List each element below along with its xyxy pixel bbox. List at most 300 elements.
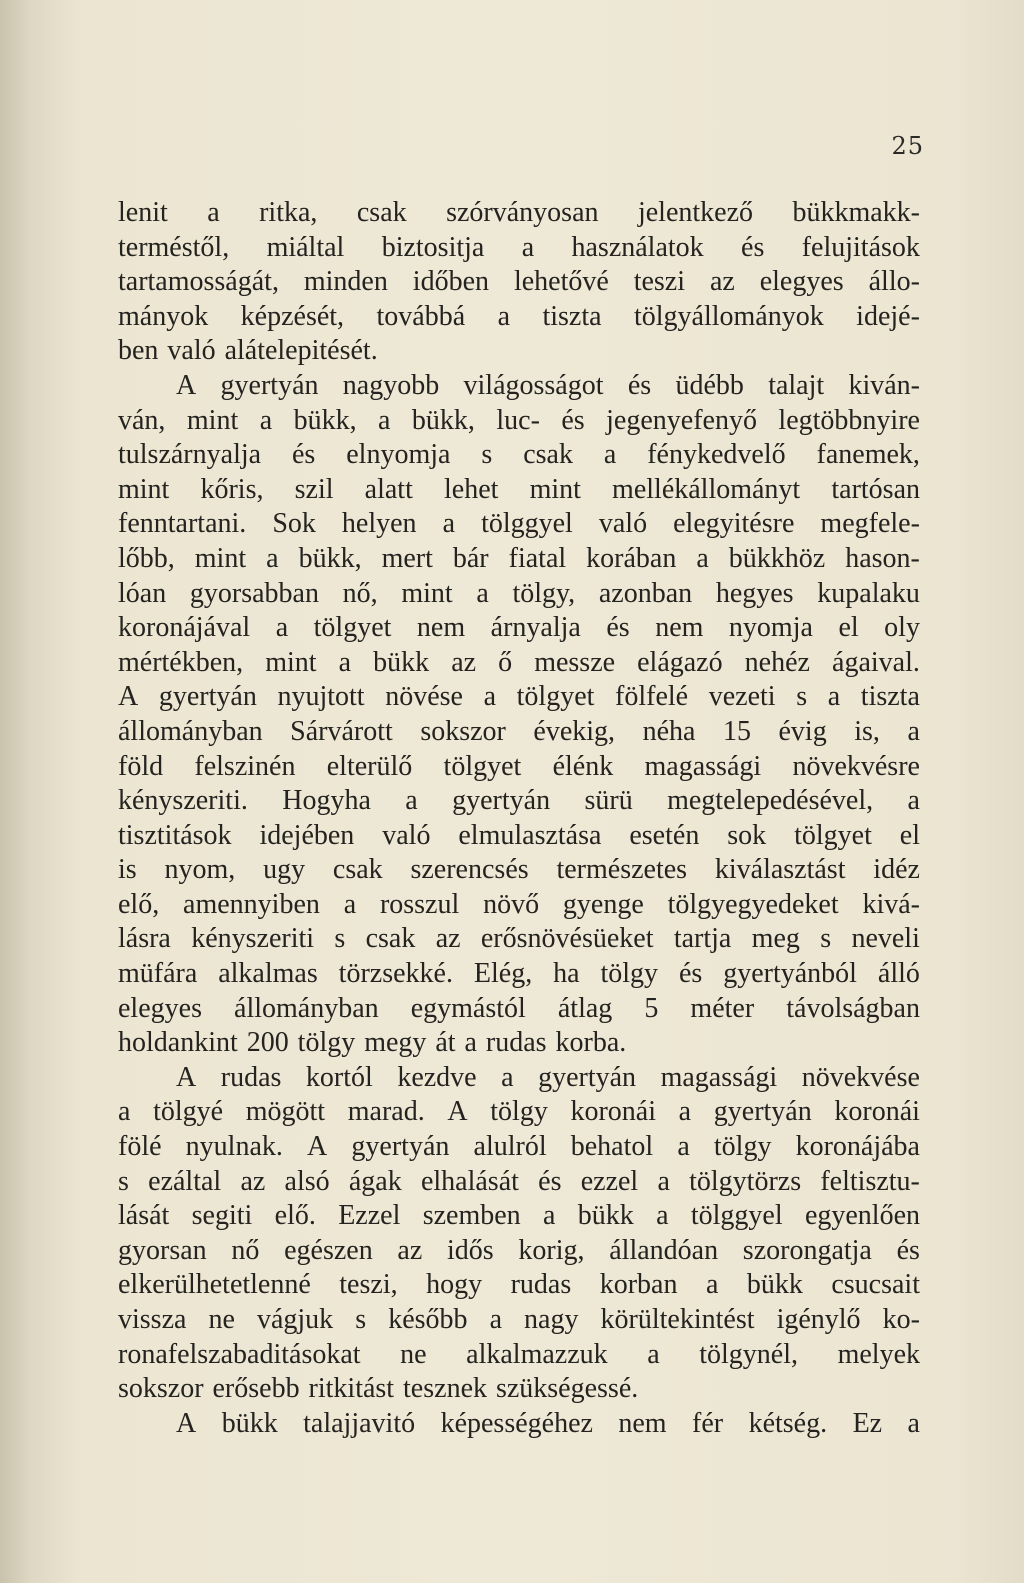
word: tulszárnyalja (118, 439, 262, 471)
word: gyertyánból (723, 958, 857, 990)
word: nyom, (164, 854, 236, 886)
word: korában (586, 542, 677, 574)
word: szerencsés (410, 854, 529, 886)
text-line (118, 922, 920, 957)
word: a (542, 1200, 556, 1232)
word: természetes (556, 854, 688, 886)
word: felszinén (194, 750, 296, 782)
word: továbbá (376, 300, 466, 332)
word: nem (618, 1407, 667, 1439)
word: hogy (426, 1269, 483, 1301)
word: minden (303, 266, 388, 298)
word: tölgyállományok (633, 300, 824, 332)
word: bükk (221, 1407, 278, 1439)
word: tölgy (297, 1027, 356, 1059)
word: ronafelszabaditásokat (118, 1338, 361, 1370)
word: legtöbbnyire (778, 404, 920, 436)
word: bükk (746, 1269, 803, 1301)
word: ágaival. (832, 646, 920, 678)
word: a (405, 785, 418, 817)
word: nyulnak. (185, 1131, 283, 1163)
word: lóan (118, 577, 167, 609)
word: neveli (851, 923, 920, 955)
word: luc- (496, 404, 540, 436)
word: csucsait (831, 1269, 920, 1301)
word: korig, (518, 1234, 585, 1266)
word: koronái (570, 1096, 657, 1128)
word: mögött (245, 1096, 326, 1128)
word: koronái (834, 1096, 920, 1128)
word: tölggyel (690, 1200, 783, 1232)
word: tartósan (831, 473, 920, 505)
word: nem (655, 612, 704, 644)
word: lehet (444, 473, 499, 505)
word: bükk, (411, 404, 475, 436)
word: is, (854, 715, 880, 747)
word: a (656, 1200, 669, 1232)
text-line (118, 1130, 920, 1165)
text-line (118, 300, 920, 335)
word: erősebb (212, 1373, 300, 1405)
word: talajt (768, 369, 825, 401)
text-line (118, 680, 920, 715)
word: tölgyé (153, 1096, 224, 1128)
word: elegyes (118, 992, 202, 1024)
word: csak (365, 923, 416, 955)
word: elkerülhetetlenné (118, 1269, 311, 1301)
word: a (476, 577, 489, 609)
word: bükk, (293, 404, 357, 436)
text-line (118, 611, 920, 646)
word: évekig, (533, 715, 616, 747)
text-line (118, 438, 920, 473)
word: tölgyet (313, 612, 392, 644)
word: elnyomja (346, 439, 451, 471)
word: átlag (557, 992, 613, 1024)
text-line (118, 542, 920, 577)
word: gyorsan (118, 1234, 207, 1266)
word: fanemek, (816, 439, 920, 471)
word: magassági (644, 750, 762, 782)
page-number: 25 (891, 132, 924, 160)
word: jelentkező (637, 197, 754, 228)
word: a (521, 231, 535, 263)
word: s (820, 923, 832, 955)
word: idejében (259, 819, 355, 851)
word: alsó (284, 1165, 330, 1197)
word: miáltal (266, 231, 345, 263)
word: azonban (598, 577, 693, 609)
word: mint (118, 473, 170, 505)
word: törzsekké. (338, 958, 453, 990)
text-line (118, 369, 920, 404)
word: egészen (284, 1234, 373, 1266)
word: koronájával (118, 612, 251, 644)
word: a (118, 1096, 131, 1128)
word: ritkitást (308, 1373, 395, 1405)
word: mint (194, 542, 247, 574)
word: nem (416, 612, 466, 644)
word: el (838, 612, 859, 644)
word: gyertyán (713, 1096, 812, 1128)
word: lásra (118, 923, 171, 955)
word: mint (265, 646, 317, 678)
word: egyenlően (804, 1200, 920, 1232)
word: idejé- (856, 300, 920, 332)
word: müfára (118, 958, 198, 990)
word: tölgyet (443, 750, 522, 782)
word: és (627, 369, 652, 401)
word: szükségessé. (495, 1373, 639, 1405)
text-line (118, 196, 920, 231)
word: ezáltal (148, 1165, 222, 1197)
word: kupalaku (817, 577, 920, 609)
word: biztositja (381, 231, 485, 263)
word: s (118, 1165, 129, 1197)
word: korban (599, 1269, 678, 1301)
word: állo- (868, 266, 920, 298)
word: ne (400, 1338, 427, 1370)
word: fiatal (508, 542, 567, 574)
word: korba. (555, 1027, 627, 1059)
word: sokszor (420, 715, 506, 747)
text-line (118, 265, 920, 300)
word: kőris, (200, 473, 264, 505)
word: gyertyán (351, 1131, 450, 1163)
word: megy (364, 1027, 427, 1059)
word: mellékállományt (612, 473, 801, 505)
word: idéz (873, 854, 920, 886)
word: tölgyet (516, 681, 595, 713)
text-line (118, 957, 920, 992)
word: nyomja (728, 612, 813, 644)
word: a (275, 612, 289, 644)
text-line (118, 853, 920, 888)
text-line (118, 992, 920, 1027)
word: el (899, 819, 920, 851)
word: évig (778, 715, 827, 747)
word: koronájába (795, 1131, 920, 1163)
word: hegyes (715, 577, 794, 609)
word: az (709, 266, 735, 298)
word: vissza (118, 1304, 187, 1335)
word: való (382, 819, 431, 851)
text-line (118, 750, 920, 785)
word: erősnövésüeket (480, 923, 654, 955)
word: lását (118, 1200, 170, 1232)
word: álló (877, 958, 920, 990)
word: A (307, 1131, 328, 1163)
word: a (266, 542, 279, 574)
word: szemben (422, 1200, 521, 1232)
word: fér (692, 1407, 724, 1439)
word: tölgy (713, 1131, 772, 1163)
word: nehéz (744, 646, 810, 678)
word: a (378, 404, 391, 436)
word: bükk (577, 1200, 634, 1232)
word: használatok (571, 231, 704, 263)
word: bükk (373, 646, 430, 678)
word: való (598, 508, 648, 540)
word: fölé (118, 1131, 162, 1163)
word: az (435, 923, 461, 955)
word: nyujtott (277, 681, 365, 713)
word: s (796, 681, 808, 713)
word: teszi, (339, 1269, 398, 1301)
word: és (561, 404, 585, 436)
word: nő (231, 1234, 260, 1266)
word: alulról (473, 1131, 547, 1163)
word: oly (884, 612, 920, 644)
word: Hogyha (282, 785, 371, 817)
word: tölgy, (512, 577, 576, 609)
word: A (176, 1407, 197, 1439)
word: távolságban (786, 992, 920, 1024)
word: lehetővé (513, 266, 609, 298)
text-line (118, 888, 920, 923)
word: kezdve (397, 1061, 477, 1093)
word: igénylő (776, 1304, 861, 1335)
word: elő. (274, 1200, 316, 1232)
word: kiván- (848, 369, 920, 401)
word: állományban (118, 715, 263, 747)
word: mint (401, 577, 453, 609)
word: megfele- (820, 508, 920, 540)
word: nagyobb (342, 369, 440, 401)
word: Ezzel (338, 1200, 401, 1232)
word: szorongatja (742, 1234, 872, 1266)
word: ágak (348, 1165, 402, 1197)
word: a (343, 888, 357, 920)
word: kényszeriti (191, 923, 315, 955)
word: sürü (584, 785, 633, 817)
word: való (167, 335, 216, 367)
word: lőbb, (118, 542, 175, 574)
text-line (118, 1234, 920, 1269)
word: növése (385, 681, 463, 713)
word: tölgyegyedeket (667, 888, 839, 920)
word: a (907, 715, 920, 747)
word: ne (208, 1304, 235, 1335)
word: ugy (263, 854, 306, 886)
word: és (606, 612, 630, 644)
word: bár (452, 542, 489, 574)
word: marad. (347, 1096, 425, 1128)
word: s (481, 439, 493, 471)
word: sok (727, 819, 767, 851)
word: mányok (118, 300, 209, 332)
word: 5 (644, 992, 659, 1024)
text-line (118, 1303, 920, 1338)
word: időben (412, 266, 490, 298)
word: néha (642, 715, 696, 747)
word: szórványosan (446, 197, 599, 228)
word: tiszta (860, 681, 920, 713)
word: A (176, 1061, 197, 1093)
word: A (447, 1096, 468, 1128)
text-line (118, 404, 920, 439)
word: s (355, 1304, 367, 1335)
word: alatt (364, 473, 413, 505)
word: nő, (342, 577, 378, 609)
word: a (678, 1096, 692, 1128)
text-line (118, 473, 920, 508)
word: gyertyán (538, 1061, 637, 1093)
word: fénykedvelő (647, 439, 786, 471)
word: később (388, 1304, 468, 1335)
text-line (118, 1338, 920, 1373)
word: kiválasztást (714, 854, 846, 886)
word: állandóan (609, 1234, 719, 1266)
word: tölgy (490, 1096, 548, 1128)
word: elterülő (326, 750, 413, 782)
text-line (118, 1268, 920, 1303)
word: elmulasztása (458, 819, 602, 851)
word: rosszul (379, 888, 460, 920)
word: gyertyán (220, 369, 319, 401)
word: és (291, 439, 316, 471)
word: alkalmazzuk (466, 1338, 608, 1370)
word: a (677, 1131, 690, 1163)
word: lenit (118, 197, 168, 228)
text-line (118, 231, 920, 266)
body-text (118, 196, 920, 1441)
text-line (118, 1199, 920, 1234)
word: a (442, 508, 456, 540)
word: gyertyán (158, 681, 257, 713)
word: ő (498, 646, 513, 678)
word: gyorsabban (189, 577, 319, 609)
word: segiti (191, 1200, 253, 1232)
word: tölgynél, (699, 1338, 798, 1370)
word: felujitások (801, 231, 920, 263)
word: üdébb (675, 369, 744, 401)
word: behatol (570, 1131, 654, 1163)
word: a (483, 681, 497, 713)
word: és (678, 958, 703, 990)
word: alátelepitését. (224, 335, 378, 367)
word: a (207, 197, 220, 228)
word: tölgy (600, 958, 659, 990)
word: képzését, (240, 300, 345, 332)
word: csak (523, 439, 573, 471)
word: kényszeriti. (118, 785, 248, 817)
word: esetén (629, 819, 700, 851)
word: csak (356, 197, 407, 228)
word: a (464, 1027, 477, 1059)
word: Elég, (473, 958, 533, 990)
word: gyenge (562, 888, 644, 920)
text-line (118, 1095, 920, 1130)
text-line (118, 1061, 920, 1096)
word: mint (529, 473, 581, 505)
word: tartamosságát, (118, 266, 279, 298)
word: gyertyán (452, 785, 551, 817)
word: rudas (220, 1061, 282, 1093)
text-line (118, 646, 920, 681)
word: mértékben, (118, 646, 244, 678)
word: elő, (118, 888, 160, 920)
word: a (259, 404, 273, 436)
word: a (501, 1061, 514, 1093)
word: tölgytörzs (689, 1165, 802, 1197)
word: mert (381, 542, 433, 574)
word: a (907, 785, 920, 817)
word: tesznek (403, 1373, 487, 1405)
word: a (489, 1304, 502, 1335)
text-line (118, 334, 920, 369)
word: magassági (660, 1061, 778, 1093)
word: állományban (234, 992, 379, 1024)
word: meg (751, 923, 800, 955)
word: méter (690, 992, 755, 1024)
word: át (435, 1027, 456, 1059)
word: tartja (673, 923, 732, 955)
word: jegenyefenyő (606, 404, 757, 436)
word: ha (553, 958, 580, 990)
word: körültekintést (600, 1304, 755, 1335)
word: növekvésre (792, 750, 920, 782)
word: ben (118, 335, 159, 367)
word: a (907, 1407, 920, 1439)
word: ezzel (580, 1165, 639, 1197)
word: ko- (882, 1304, 920, 1335)
text-line (118, 715, 920, 750)
word: növekvése (801, 1061, 920, 1093)
text-line (118, 1026, 920, 1061)
word: mint (186, 404, 239, 436)
word: az (240, 1165, 266, 1197)
word: vágjuk (256, 1304, 334, 1335)
word: A (176, 369, 197, 401)
word: vezeti (708, 681, 776, 713)
word: s (334, 923, 346, 955)
word: fenntartani. (118, 508, 247, 540)
text-line (118, 1372, 920, 1407)
word: tölgyet (794, 819, 872, 851)
word: hason- (845, 542, 920, 574)
word: élénk (552, 750, 614, 782)
word: melyek (837, 1338, 920, 1370)
word: és (896, 1234, 920, 1266)
word: Sárvárott (290, 715, 393, 747)
word: képességéhez (440, 1407, 593, 1439)
word: tölggyel (481, 508, 573, 540)
word: amennyiben (183, 888, 320, 920)
word: ritka, (259, 197, 318, 228)
word: alkalmas (218, 958, 318, 990)
text-line (118, 507, 920, 542)
word: kétség. (748, 1407, 828, 1439)
word: szil (294, 473, 334, 505)
word: és (538, 1165, 562, 1197)
word: az (451, 646, 477, 678)
word: holdankint (118, 1027, 238, 1059)
word: fölfelé (615, 681, 689, 713)
word: megtelepedésével, (667, 785, 874, 817)
word: föld (118, 750, 164, 782)
word: Ez (852, 1407, 883, 1439)
word: a (696, 542, 709, 574)
text-line (118, 1407, 920, 1442)
word: talajjavitó (303, 1407, 416, 1439)
word: rudas (510, 1269, 572, 1301)
word: tisztitások (118, 819, 232, 851)
word: csak (332, 854, 383, 886)
word: és (741, 231, 765, 263)
word: is (118, 854, 137, 886)
word: helyen (341, 508, 417, 540)
